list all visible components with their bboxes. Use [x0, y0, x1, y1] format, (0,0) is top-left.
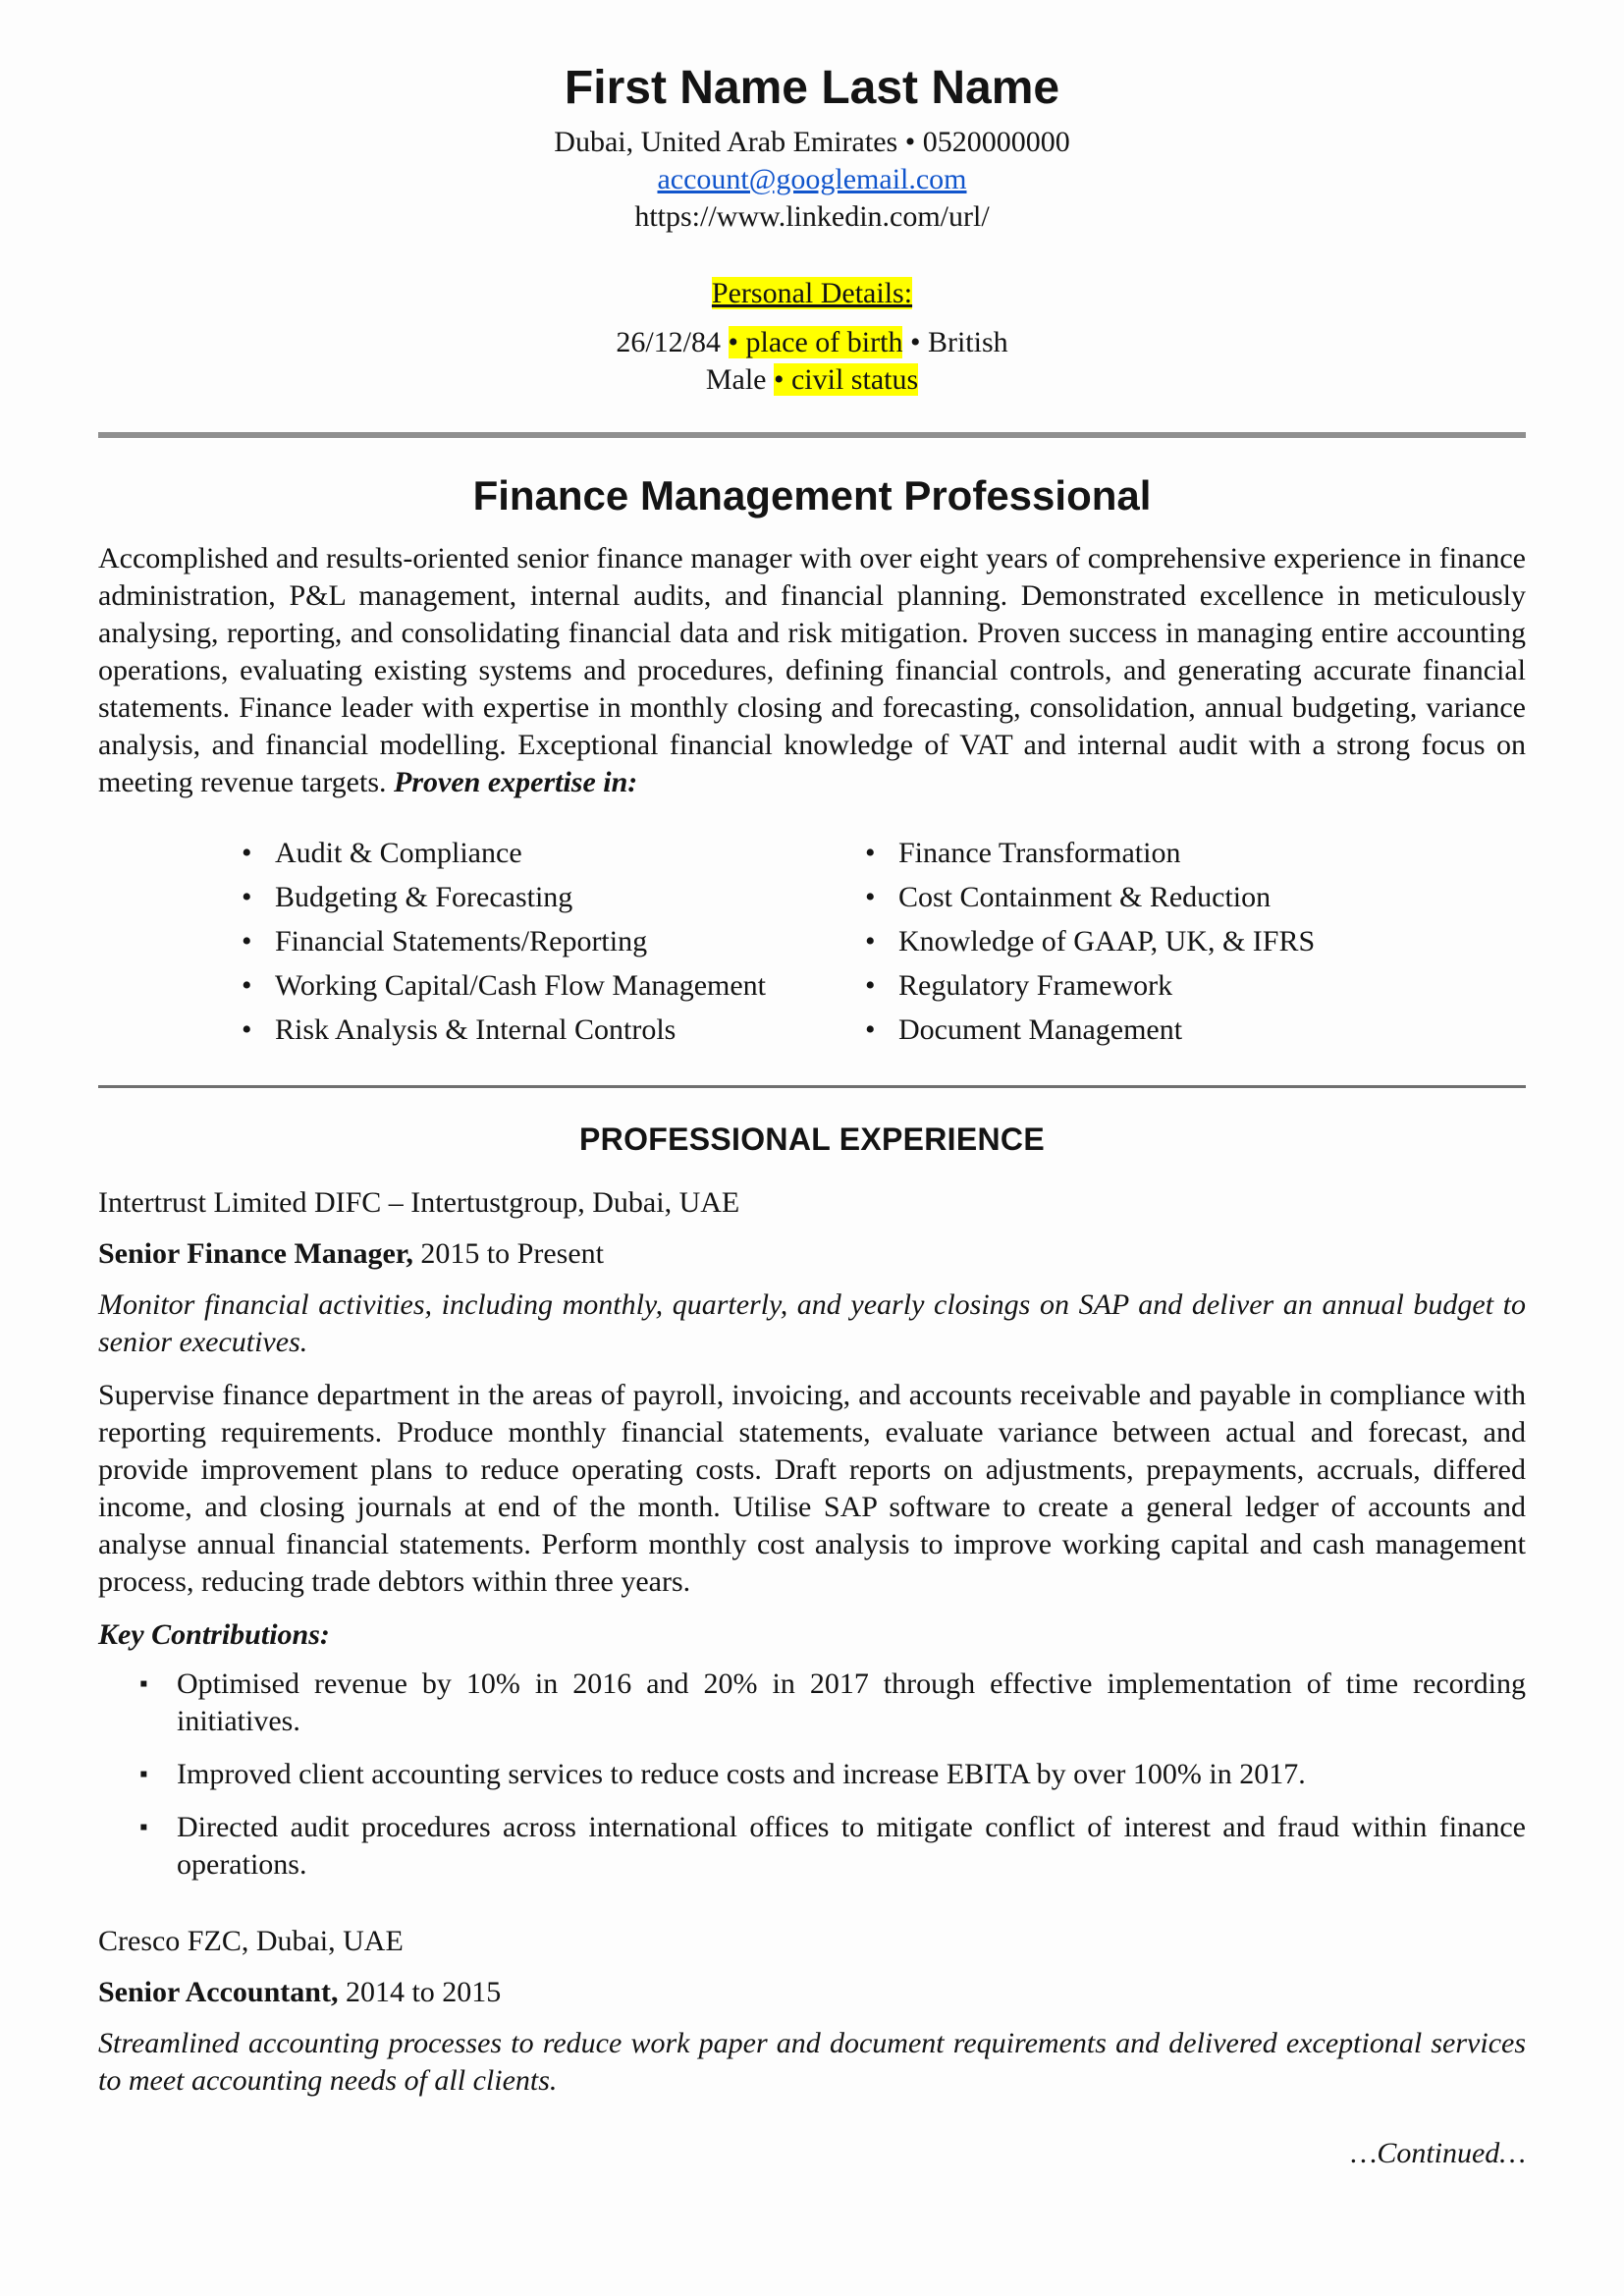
- contribution-item: ▪ Improved client accounting services to reduce costs and increase EBITA by over 100% in 2017.: [98, 1756, 1526, 1793]
- job-dates: 2015 to Present: [420, 1237, 604, 1270]
- skills-column-left: [98, 831, 812, 1052]
- personal-details-line-2: [98, 361, 1526, 399]
- profile-summary: [98, 540, 1526, 801]
- role-summary: Monitor financial activities, including monthly, quarterly, and yearly closings on SAP and deliver an annual budget to senior executives.: [98, 1288, 1526, 1358]
- linkedin-line: https://www.linkedin.com/url/: [634, 200, 990, 233]
- email-line: [98, 161, 1526, 198]
- profile-summary-text: Accomplished and results-oriented senior finance manager with over eight years of comprehensive experience in finance administration, P&L management, internal audits, and financial planning. Demonstrated excellence in meticulously analysing, reporting, and consolidating financial data and risk mitigation. Proven success in managing entire accounting operations, evaluating existing systems and procedures, defining financial controls, and generating accurate financial statements. Finance leader with expertise in monthly closing and forecasting, consolidation, annual budgeting, variance analysis, and financial modelling. Exceptional financial knowledge of VAT and internal audit with a strong focus on meeting revenue targets.: [98, 542, 1526, 798]
- skills-columns: [98, 831, 1526, 1052]
- company-line: Intertrust Limited DIFC – Intertustgroup, Dubai, UAE: [98, 1186, 740, 1219]
- skill-item: • Cost Containment & Reduction: [859, 875, 1526, 919]
- skill-item: • Risk Analysis & Internal Controls: [236, 1008, 812, 1052]
- personal-details-title: Personal Details:: [711, 277, 913, 309]
- job-entry-cresco: [98, 1923, 1526, 2100]
- job-dates: 2014 to 2015: [345, 1976, 502, 2008]
- profile-section: [98, 471, 1526, 1052]
- dob-value: 26/12/84: [616, 326, 722, 358]
- role-summary: Streamlined accounting processes to reduce work paper and document requirements and delivered exceptional services to meet accounting needs of all clients.: [98, 2027, 1526, 2097]
- job-title-line: [98, 1235, 1526, 1273]
- job-title: Senior Accountant,: [98, 1976, 339, 2008]
- skill-item: • Audit & Compliance: [236, 831, 812, 875]
- contribution-item: ▪ Directed audit procedures across international offices to mitigate conflict of interest and fraud within finance operations.: [98, 1809, 1526, 1884]
- job-title-line: [98, 1974, 1526, 2011]
- skill-item: • Finance Transformation: [859, 831, 1526, 875]
- skills-column-right: [812, 831, 1526, 1052]
- skill-item: • Document Management: [859, 1008, 1526, 1052]
- job-title: Senior Finance Manager,: [98, 1237, 413, 1270]
- gender-value: Male: [705, 363, 767, 396]
- key-contributions-list: [98, 1666, 1526, 1884]
- skill-item: • Regulatory Framework: [859, 963, 1526, 1008]
- profile-title: Finance Management Professional: [472, 472, 1152, 519]
- experience-section: [98, 1120, 1526, 2172]
- company-line: Cresco FZC, Dubai, UAE: [98, 1925, 404, 1957]
- key-contributions-label: Key Contributions:: [98, 1618, 330, 1651]
- email-link[interactable]: account@googlemail.com: [657, 163, 967, 195]
- job-entry-intertrust: [98, 1184, 1526, 1884]
- place-of-birth-highlight: • place of birth: [728, 326, 903, 358]
- personal-details-lines: [98, 324, 1526, 399]
- personal-details-line-1: [98, 324, 1526, 361]
- personal-details-title-line: [98, 275, 1526, 312]
- skill-item: • Financial Statements/Reporting: [236, 919, 812, 963]
- civil-status-highlight: • civil status: [773, 363, 919, 396]
- nationality-value: • British: [909, 326, 1008, 358]
- divider-thin: [98, 1085, 1526, 1088]
- skill-list-right: [859, 831, 1526, 1052]
- expertise-label: Proven expertise in:: [394, 766, 638, 798]
- resume-header: [98, 61, 1526, 236]
- divider-thick: [98, 432, 1526, 438]
- role-description: Supervise finance department in the areas of payroll, invoicing, and accounts receivable and payable in compliance with reporting requirements. Produce monthly financial statements, evaluate variance between actual and forecast, and provide improvement plans to reduce operating costs. Draft reports on adjustments, prepayments, accruals, differed income, and closing journals at end of the month. Utilise SAP software to create a general ledger of accounts and analyse annual financial statements. Perform monthly cost analysis to improve working capital and cash management process, reducing trade debtors within three years.: [98, 1379, 1526, 1598]
- personal-details-section: [98, 275, 1526, 399]
- skill-list-left: [236, 831, 812, 1052]
- skill-item: • Working Capital/Cash Flow Management: [236, 963, 812, 1008]
- skill-item: • Budgeting & Forecasting: [236, 875, 812, 919]
- contribution-item: ▪ Optimised revenue by 10% in 2016 and 20% in 2017 through effective implementation of time recording initiatives.: [98, 1666, 1526, 1740]
- skill-item: • Knowledge of GAAP, UK, & IFRS: [859, 919, 1526, 963]
- candidate-name: First Name Last Name: [564, 62, 1060, 114]
- location-phone-line: Dubai, United Arab Emirates • 0520000000: [554, 126, 1070, 158]
- experience-heading: PROFESSIONAL EXPERIENCE: [579, 1121, 1045, 1157]
- continued-marker: …Continued…: [1350, 2137, 1526, 2169]
